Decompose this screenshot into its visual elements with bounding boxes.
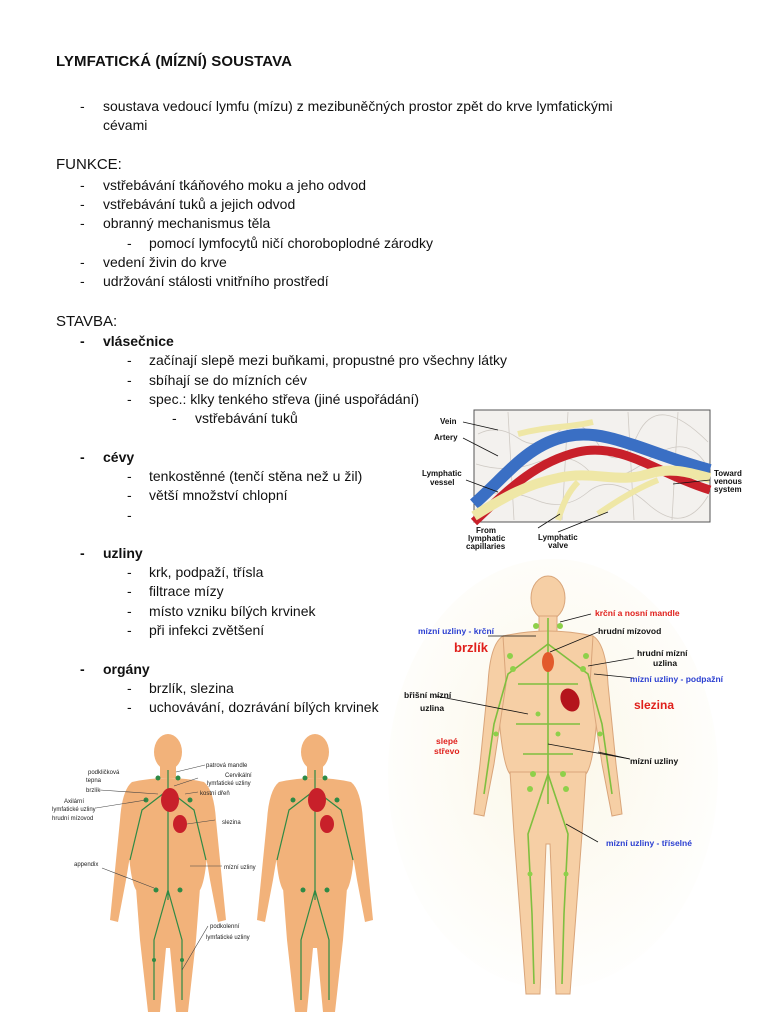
stavba-organy-label: orgány <box>103 661 150 677</box>
bullet-dash: - <box>127 352 132 368</box>
vessel-label-vein: Vein <box>440 417 457 426</box>
stavba-uzliny-label: uzliny <box>103 545 143 561</box>
bullet-dash: - <box>127 583 132 599</box>
bullet-dash: - <box>80 196 85 212</box>
spleen-organ <box>173 815 187 833</box>
bullet-dash: - <box>80 661 85 677</box>
label-mizni-krcni: mízní uzliny - krční <box>418 626 495 636</box>
label-podpazni: mízní uzliny - podpažní <box>630 674 724 684</box>
label-cervikalni-1: Cervikální <box>225 773 252 779</box>
section-heading-funkce: FUNKCE: <box>56 156 122 173</box>
vessel-label-from-1: From <box>476 526 496 535</box>
organy-item: uchovávání, dozrávání bílých krvinek <box>149 699 379 715</box>
heart-organ <box>161 788 179 812</box>
vlasecnice-item: spec.: klky tenkého střeva (jiné uspořádání) <box>149 391 420 407</box>
label-brzlik: brzlík <box>454 640 488 655</box>
label-krcni-mandle: krční a nosní mandle <box>595 608 680 618</box>
thymus-organ <box>542 652 554 672</box>
bullet-dash: - <box>127 487 132 503</box>
funkce-item: vstřebávání tuků a jejich odvod <box>103 196 296 212</box>
bullet-dash: - <box>127 699 132 715</box>
section-heading-stavba: STAVBA: <box>56 313 118 330</box>
label-triselne: mízní uzliny - tříselné <box>606 838 692 848</box>
vessel-label-toward-3: system <box>714 485 742 494</box>
uzliny-item: krk, podpaží, třísla <box>149 564 264 580</box>
vessel-label-lymphatic-1: Lymphatic <box>422 469 462 478</box>
label-appendix: appendix <box>74 862 99 868</box>
label-bricni-2: uzlina <box>420 703 445 713</box>
vessel-label-from-2: lymphatic <box>468 534 506 543</box>
vlasecnice-item: začínají slepě mezi buňkami, propustné pro všechny látky <box>149 352 507 368</box>
label-axilarni-1: Axilární <box>64 799 85 805</box>
bullet-dash: - <box>127 603 132 619</box>
bullet-dash: - <box>127 680 132 696</box>
funkce-item: vstřebávání tkáňového moku a jeho odvod <box>103 177 367 193</box>
uzliny-item: místo vzniku bílých krvinek <box>149 603 316 619</box>
heart-organ <box>308 788 326 812</box>
bullet-dash: - <box>127 468 132 484</box>
funkce-item: obranný mechanismus těla <box>103 215 271 231</box>
funkce-item: udržování stálosti vnitřního prostředí <box>103 273 329 289</box>
bullet-dash: - <box>127 622 132 638</box>
funkce-item: vedení živin do krve <box>103 254 227 270</box>
bullet-dash: - <box>80 333 85 349</box>
stavba-cevy-label: cévy <box>103 449 135 465</box>
label-podkolenni-2: lymfatické uzliny <box>206 935 250 941</box>
label-axilarni-2: lymfatické uzliny <box>52 807 96 813</box>
label-hrudni-mizovod: hrudní mízovod <box>52 816 94 822</box>
label-cervikalni-2: lymfatické uzliny <box>207 781 251 787</box>
cevy-item: tenkostěnné (tenčí stěna než u žil) <box>149 468 363 484</box>
spleen-organ <box>320 815 334 833</box>
organy-item: brzlík, slezina <box>149 680 234 696</box>
vlasecnice-item: sbíhají se do mízních cév <box>149 372 307 388</box>
label-hrudni-uzlina-2: uzlina <box>653 658 678 668</box>
label-hrudni-mizovod: hrudní mízovod <box>598 626 662 636</box>
uzliny-item: filtrace mízy <box>149 583 224 599</box>
bullet-dash: - <box>80 215 85 231</box>
label-mizni-uzliny: mízní uzliny <box>224 865 256 871</box>
label-patrova-mandle: patrová mandle <box>206 763 248 769</box>
label-podklickova-2: tepna <box>86 778 102 784</box>
label-brzlik: brzlík <box>86 788 101 794</box>
bullet-dash: - <box>80 545 85 561</box>
bullet-dash: - <box>127 235 132 251</box>
lymphatic-vessel-diagram <box>418 404 754 550</box>
uzliny-item: při infekci zvětšení <box>149 622 265 638</box>
bullet-dash: - <box>80 98 85 114</box>
label-slepe-2: střevo <box>434 746 460 756</box>
bullet-dash: - <box>127 564 132 580</box>
label-kostni-dren: kostní dřeň <box>200 791 230 797</box>
bullet-dash: - <box>80 449 85 465</box>
bullet-dash: - <box>127 391 132 407</box>
vessel-label-toward-2: venous <box>714 477 743 486</box>
vessel-label-artery: Artery <box>434 433 458 442</box>
intro-line-1: soustava vedoucí lymfu (mízu) z mezibuněčných prostor zpět do krve lymfatickými <box>103 98 613 114</box>
label-slezina: slezina <box>222 820 241 826</box>
stavba-vlasecnice-label: vlásečnice <box>103 333 174 349</box>
lymphatic-system-body-figure <box>398 574 738 1014</box>
label-hrudni-uzlina-1: hrudní mízní <box>637 648 688 658</box>
bullet-dash: - <box>80 254 85 270</box>
funkce-subitem: pomocí lymfocytů ničí choroboplodné zárodky <box>149 235 434 251</box>
label-slepe-1: slepé <box>436 736 458 746</box>
bullet-dash: - <box>80 177 85 193</box>
intro-line-2: cévami <box>103 117 148 133</box>
label-mizni-uzliny: mízní uzliny <box>630 756 679 766</box>
vessel-label-valve-1: Lymphatic <box>538 533 578 542</box>
vessel-label-from-3: capillaries <box>466 542 506 551</box>
vessel-label-valve-2: valve <box>548 541 569 550</box>
cevy-item: větší množství chlopní <box>149 487 288 503</box>
bullet-dash: - <box>127 507 132 523</box>
page-title: LYMFATICKÁ (MÍZNÍ) SOUSTAVA <box>56 53 293 70</box>
bullet-dash: - <box>80 273 85 289</box>
label-slezina: slezina <box>634 698 675 712</box>
vessel-label-toward-1: Toward <box>714 469 742 478</box>
label-podkolenni-1: podkolenní <box>210 924 240 930</box>
vlasecnice-subitem: vstřebávání tuků <box>195 410 298 426</box>
label-podklickova-1: podkličková <box>88 770 120 776</box>
vessel-label-lymphatic-2: vessel <box>430 478 455 487</box>
bullet-dash: - <box>127 372 132 388</box>
lymphatic-body-figures-small <box>50 730 400 1016</box>
bullet-dash: - <box>172 410 177 426</box>
label-bricni-1: břišní mízní <box>404 690 452 700</box>
